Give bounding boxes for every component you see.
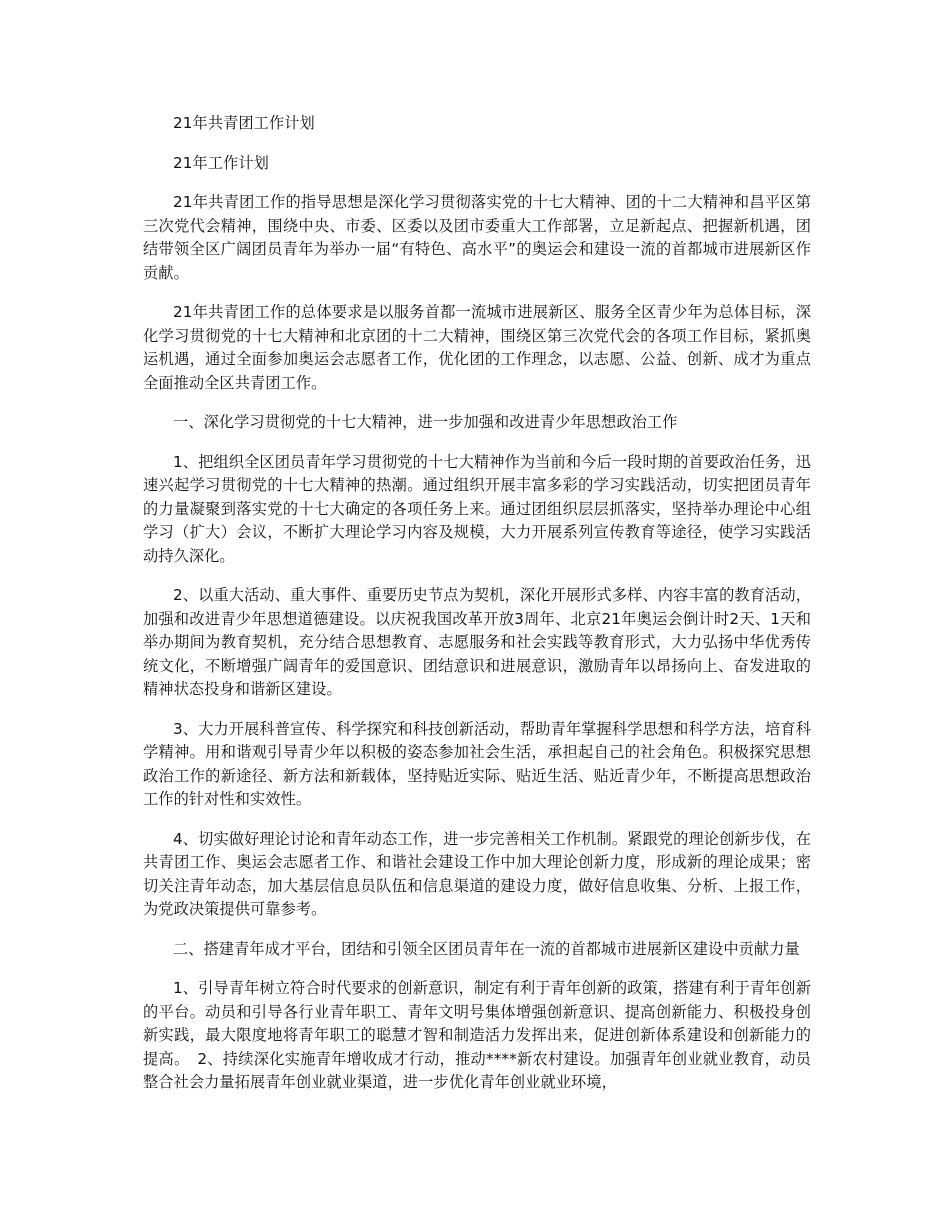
paragraph: 1、引导青年树立符合时代要求的创新意识，制定有利于青年创新的政策，搭建有利于青年创新的平台。动员和引导各行业青年职工、青年文明号集体增强创新意识、提高创新能力、积极投身创新实践，最大限度地将青年职工的聪慧才智和制造活力发挥出来，促进创新体系建设和创新能力的提高。 2、持续深化实施青年增收成才行动，推动****新农村建设。加强青年创业就业教育，动员整合社会力量拓展青年创业就业渠道，进一步优化青年创业就业环境， <box>143 979 811 1091</box>
paragraph: 2、以重大活动、重大事件、重要历史节点为契机，深化开展形式多样、内容丰富的教育活动，加强和改进青少年思想道德建设。以庆祝我国改革开放3周年、北京21年奥运会倒计时2天、1天和举办期间为教育契机，充分结合思想教育、志愿服务和社会实践等教育形式，大力弘扬中华优秀传统文化，不断增强广阔青年的爱国意识、团结意识和进展意识，激励青年以昂扬向上、奋发进取的精神状态投身和谐新区建设。 <box>143 586 811 698</box>
document-page <box>143 112 811 1111</box>
paragraph: 4、切实做好理论讨论和青年动态工作，进一步完善相关工作机制。紧跟党的理论创新步伐，在共青团工作、奥运会志愿者工作、和谐社会建设工作中加大理论创新力度，形成新的理论成果；密切关注青年动态，加大基层信息员队伍和信息渠道的建设力度，做好信息收集、分析、上报工作，为党政决策提供可靠参考。 <box>143 829 811 918</box>
document-title: 21年共青团工作计划 <box>173 114 315 132</box>
paragraph: 3、大力开展科普宣传、科学探究和科技创新活动，帮助青年掌握科学思想和科学方法，培育科学精神。用和谐观引导青少年以积极的姿态参加社会生活，承担起自己的社会角色。积极探究思想政治工作的新途径、新方法和新载体，坚持贴近实际、贴近生活、贴近青少年，不断提高思想政治工作的针对性和实效性。 <box>143 719 811 808</box>
paragraph: 1、把组织全区团员青年学习贯彻党的十七大精神作为当前和今后一段时期的首要政治任务，迅速兴起学习贯彻党的十七大精神的热潮。通过组织开展丰富多彩的学习实践活动，切实把团员青年的力量凝聚到落实党的十七大确定的各项任务上来。通过团组织层层抓落实，坚持举办理论中心组学习（扩大）会议，不断扩大理论学习内容及规模，大力开展系列宣传教育等途径，使学习实践活动持久深化。 <box>143 452 811 565</box>
paragraph: 21年共青团工作的总体要求是以服务首都一流城市进展新区、服务全区青少年为总体目标，深化学习贯彻党的十七大精神和北京团的十二大精神，围绕区第三次党代会的各项工作目标，紧抓奥运机遇，通过全面参加奥运会志愿者工作，优化团的工作理念，以志愿、公益、创新、成才为重点全面推动全区共青团工作。 <box>143 303 811 392</box>
section-heading: 二、搭建青年成才平台，团结和引领全区团员青年在一流的首都城市进展新区建设中贡献力量 <box>173 939 800 958</box>
section-heading: 一、深化学习贯彻党的十七大精神，进一步加强和改进青少年思想政治工作 <box>173 413 678 431</box>
paragraph: 21年共青团工作的指导思想是深化学习贯彻落实党的十七大精神、团的十二大精神和昌平区第三次党代会精神，围绕中央、市委、区委以及团市委重大工作部署，立足新起点、把握新机遇，团结带领全区广阔团员青年为举办一届“有特色、高水平”的奥运会和建设一流的首都城市进展新区作贡献。 <box>143 193 811 282</box>
document-subtitle: 21年工作计划 <box>173 153 269 172</box>
